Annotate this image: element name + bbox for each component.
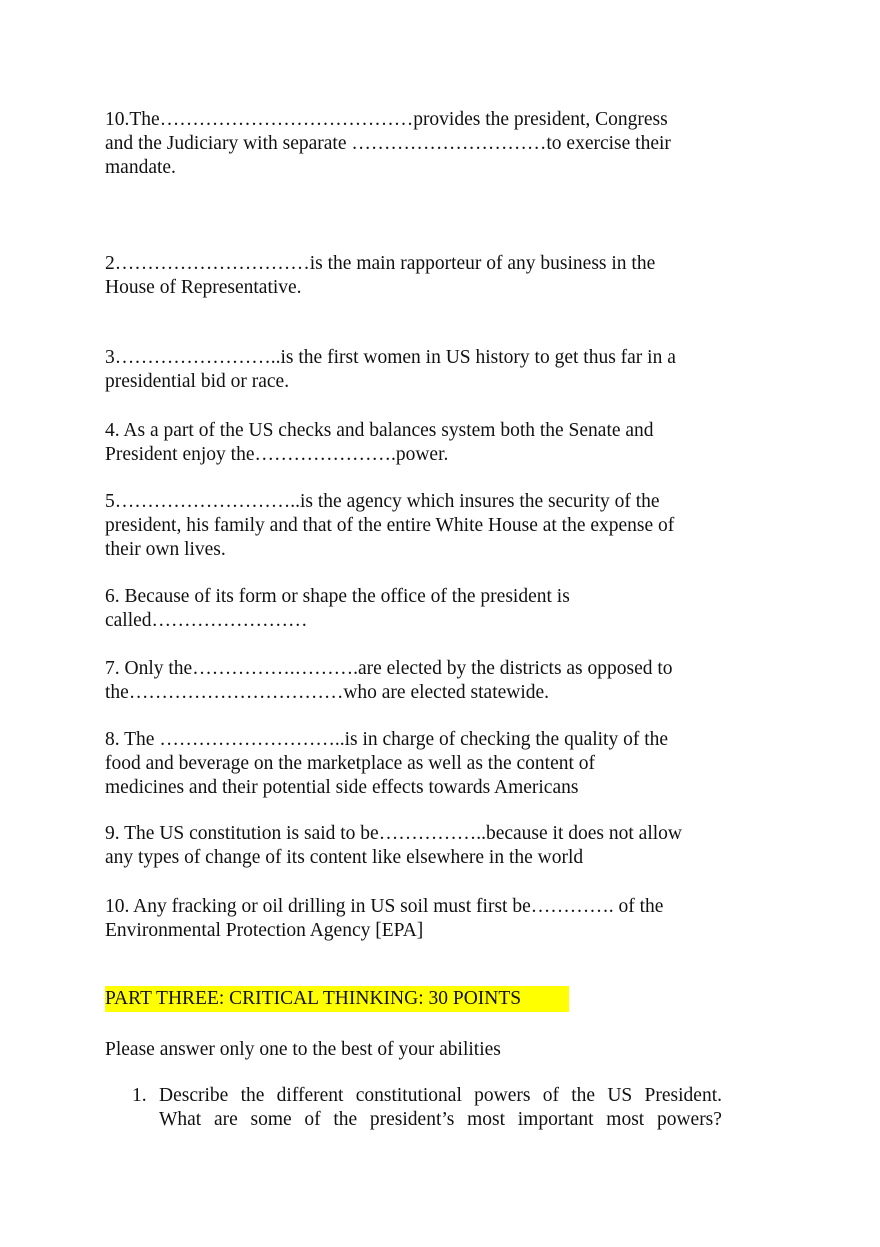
part-three-instruction: Please answer only one to the best of your abilities xyxy=(105,1039,501,1060)
list-item-number: 1. xyxy=(132,1085,147,1106)
question-line: 5………………………..is the agency which insures the security of the xyxy=(105,491,660,512)
question-line: 8. The ………………………..is in charge of checking the quality of the xyxy=(105,729,669,750)
word: important xyxy=(517,1109,594,1130)
word: some xyxy=(250,1109,292,1130)
question-block-9 xyxy=(105,822,730,870)
word: are xyxy=(213,1109,238,1130)
question-line: any types of change of its content like elsewhere in the world xyxy=(105,847,584,868)
word: constitutional xyxy=(355,1085,462,1106)
question-block-8 xyxy=(105,728,730,800)
list-item-line xyxy=(159,1084,722,1108)
question-block-5 xyxy=(105,490,730,562)
question-line: 10. Any fracking or oil drilling in US soil must first be…………. of the xyxy=(105,896,664,917)
question-block-10 xyxy=(105,895,730,943)
word: the xyxy=(333,1109,358,1130)
question-line: and the Judiciary with separate …………………………to exercise their xyxy=(105,133,671,154)
question-line: president, his family and that of the entire White House at the expense of xyxy=(105,515,675,536)
question-block-3 xyxy=(105,346,730,394)
word: powers? xyxy=(656,1109,722,1130)
question-line: medicines and their potential side effects towards Americans xyxy=(105,777,579,798)
question-line: presidential bid or race. xyxy=(105,371,290,392)
word: different xyxy=(276,1085,344,1106)
list-item-line xyxy=(159,1108,722,1132)
word: powers xyxy=(474,1085,531,1106)
question-block-2 xyxy=(105,252,730,300)
question-line: their own lives. xyxy=(105,539,226,560)
question-line: 2…………………………is the main rapporteur of any business in the xyxy=(105,253,656,274)
question-block-6 xyxy=(105,585,730,633)
question-line: 4. As a part of the US checks and balances system both the Senate and xyxy=(105,420,654,441)
word: of xyxy=(304,1109,321,1130)
word: president’s xyxy=(369,1109,455,1130)
word: Describe xyxy=(159,1085,229,1106)
word: the xyxy=(571,1085,596,1106)
question-line: mandate. xyxy=(105,157,176,178)
word: What xyxy=(159,1109,202,1130)
question-block-1 xyxy=(105,108,730,180)
question-block-7 xyxy=(105,657,730,705)
part-three-instruction-block xyxy=(105,1038,730,1062)
word: of xyxy=(542,1085,559,1106)
question-line: 6. Because of its form or shape the office of the president is xyxy=(105,586,570,607)
word: most xyxy=(467,1109,506,1130)
list-item-body xyxy=(159,1084,722,1132)
question-line: 3……………………..is the first women in US history to get thus far in a xyxy=(105,347,676,368)
word: President. xyxy=(644,1085,722,1106)
question-line: Environmental Protection Agency [EPA] xyxy=(105,920,424,941)
question-line: President enjoy the………………….power. xyxy=(105,444,449,465)
question-line: food and beverage on the marketplace as well as the content of xyxy=(105,753,596,774)
question-block-4 xyxy=(105,419,730,467)
question-line: 7. Only the…………….……….are elected by the districts as opposed to xyxy=(105,658,673,679)
word: most xyxy=(606,1109,645,1130)
question-line: 10.The…………………………………provides the president, Congress xyxy=(105,109,668,130)
word: US xyxy=(607,1085,633,1106)
question-line: House of Representative. xyxy=(105,277,302,298)
question-line: called…………………… xyxy=(105,610,308,631)
question-line: the……………………………who are elected statewide. xyxy=(105,682,550,703)
question-line: 9. The US constitution is said to be……………..because it does not allow xyxy=(105,823,682,844)
word: the xyxy=(240,1085,265,1106)
part-three-heading: PART THREE: CRITICAL THINKING: 30 POINTS xyxy=(105,988,522,1009)
